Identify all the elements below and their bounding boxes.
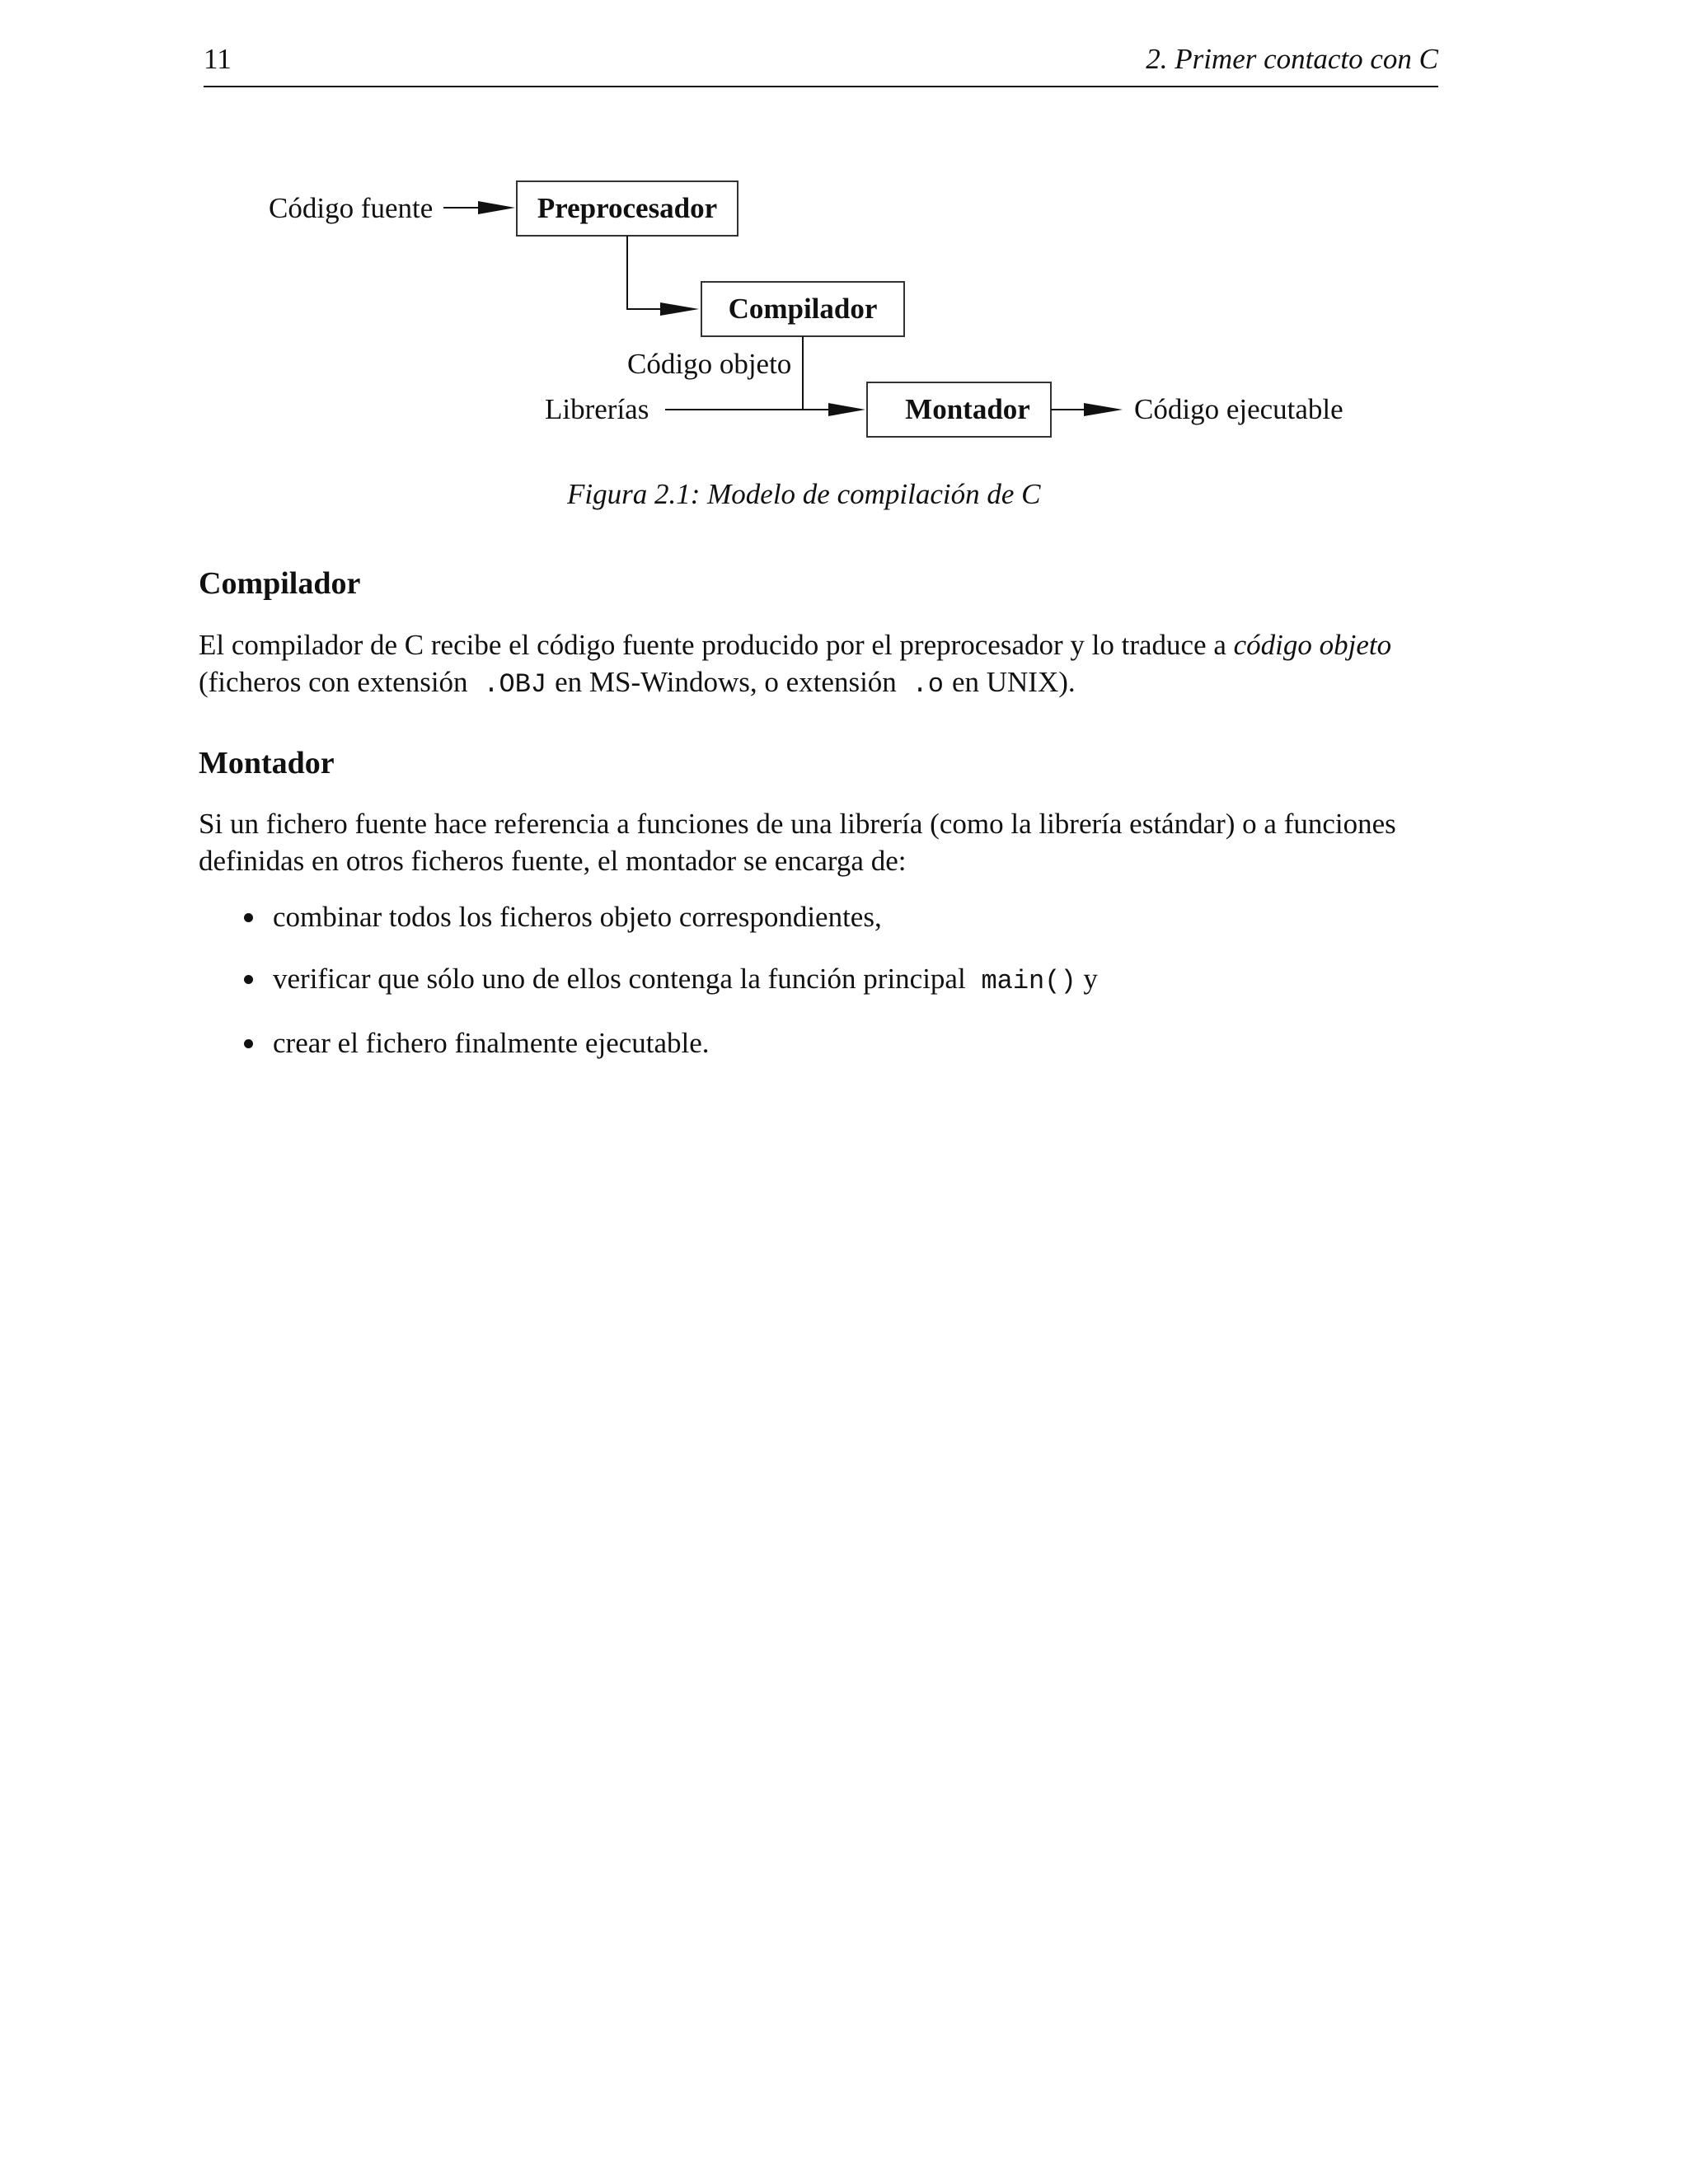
compilador-text-1: El compilador de C recibe el código fuente producido por el preprocesador y lo traduce a bbox=[199, 629, 1234, 661]
compiler-label: Compilador bbox=[728, 293, 878, 325]
obj-extension-code: .OBJ bbox=[483, 669, 547, 700]
bullet-icon bbox=[244, 913, 253, 922]
source-arrowhead bbox=[478, 201, 515, 214]
list-item bbox=[199, 960, 1443, 1000]
bullet-icon bbox=[244, 1039, 253, 1048]
libraries-label: Librerías bbox=[545, 393, 649, 425]
bullet-icon bbox=[244, 975, 253, 984]
montador-heading: Montador bbox=[199, 746, 335, 780]
figure-caption: Figura 2.1: Modelo de compilación de C bbox=[567, 478, 1041, 510]
compilador-text-2: (ficheros con extensión bbox=[199, 666, 476, 698]
linker-tasks-list bbox=[199, 898, 1443, 1086]
bullet-text: verificar que sólo uno de ellos contenga la función principal bbox=[273, 963, 973, 995]
compiler-arrowhead bbox=[660, 302, 699, 316]
list-item bbox=[199, 1024, 1443, 1062]
bullet-text: crear el fichero finalmente ejecutable. bbox=[273, 1027, 710, 1059]
preprocessor-label: Preprocesador bbox=[537, 192, 718, 224]
bullet-text: combinar todos los ficheros objeto correspondientes, bbox=[273, 901, 882, 933]
linker-arrowhead bbox=[828, 403, 865, 416]
executable-arrowhead bbox=[1084, 403, 1123, 416]
o-extension-code: .o bbox=[912, 669, 944, 700]
object-code-term: código objeto bbox=[1233, 629, 1392, 661]
object-code-label: Código objeto bbox=[627, 348, 792, 380]
source-code-label: Código fuente bbox=[269, 192, 434, 224]
executable-code-label: Código ejecutable bbox=[1134, 393, 1343, 425]
main-function-code: main() bbox=[981, 966, 1076, 996]
bullet-suffix: y bbox=[1076, 963, 1098, 995]
linker-label: Montador bbox=[905, 393, 1030, 425]
page-number: 11 bbox=[204, 43, 232, 75]
compilation-diagram bbox=[0, 0, 1688, 462]
compilador-text-4: en UNIX). bbox=[951, 666, 1076, 698]
chapter-title: 2. Primer contacto con C bbox=[1146, 43, 1438, 75]
compilador-text-3: en MS-Windows, o extensión bbox=[555, 666, 904, 698]
compilador-paragraph bbox=[199, 626, 1443, 703]
preprocessor-to-compiler-line bbox=[627, 236, 663, 309]
list-item bbox=[199, 898, 1443, 935]
compilador-heading: Compilador bbox=[199, 566, 361, 601]
montador-paragraph: Si un fichero fuente hace referencia a funciones de una librería (como la librería estándar) o a funciones definidas en otros ficheros fuente, el montador se encarga de: bbox=[199, 808, 1396, 877]
